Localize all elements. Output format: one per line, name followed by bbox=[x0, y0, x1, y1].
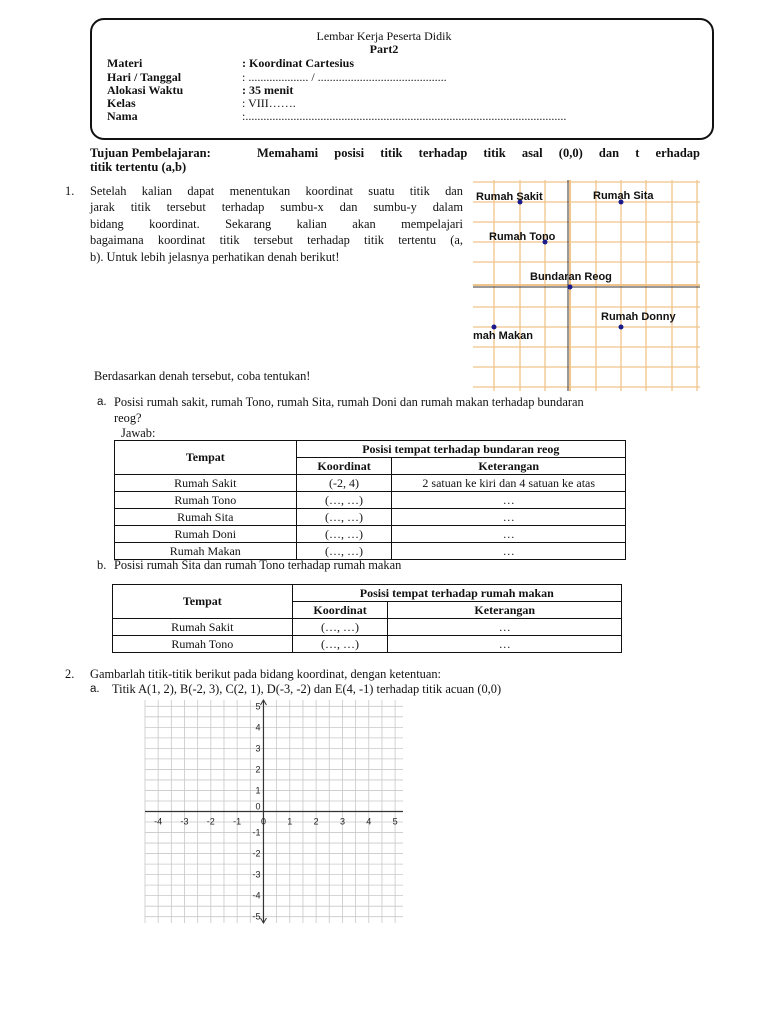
objective-label: Tujuan Pembelajaran: bbox=[90, 146, 211, 160]
q1-line: Setelah kalian dapat menentukan koordinat suatu titik dan bbox=[90, 184, 463, 198]
y-tick-label: 4 bbox=[255, 722, 261, 733]
header-value-name: :........................................................................................................... bbox=[242, 109, 567, 123]
cell-desc: … bbox=[392, 492, 626, 509]
q1a-text-2: reog? bbox=[114, 411, 142, 425]
objective-text: Memahami posisi titik terhadap titik asal (0,0) dan t erhadap bbox=[257, 146, 700, 160]
cell-place: Rumah Sakit bbox=[115, 475, 297, 492]
header-value-class: : VIII……. bbox=[242, 96, 296, 110]
cell-coord: (…, …) bbox=[292, 636, 388, 653]
x-tick-label: 0 bbox=[260, 816, 266, 827]
table-a-header-coord: Koordinat bbox=[296, 458, 392, 475]
jawab-label: Jawab: bbox=[121, 426, 156, 440]
map-label-rumah-makan: mah Makan bbox=[473, 330, 533, 342]
q1a-marker: a. bbox=[97, 396, 107, 408]
q1-line: jarak titik tersebut terhadap sumbu-x dan sumbu-y dalam bbox=[90, 200, 463, 215]
q1-number: 1. bbox=[65, 184, 75, 198]
header-label-class: Kelas bbox=[107, 96, 136, 110]
y-tick-label: -4 bbox=[252, 890, 261, 901]
header-label-materi: Materi bbox=[107, 56, 143, 70]
y-tick-label: -1 bbox=[252, 827, 261, 838]
x-tick-label: 3 bbox=[339, 816, 345, 827]
cell-place: Rumah Sita bbox=[115, 509, 297, 526]
table-row bbox=[115, 475, 626, 492]
y-tick-label: -5 bbox=[252, 911, 261, 922]
header-value-date: : .................... / ........................................... bbox=[242, 70, 447, 84]
y-tick-label: 0 bbox=[255, 801, 261, 812]
header-label-name: Nama bbox=[107, 109, 138, 123]
q1-paragraph bbox=[90, 183, 463, 265]
cell-place: Rumah Tono bbox=[113, 636, 293, 653]
table-position-vs-bundaran bbox=[114, 440, 626, 560]
y-tick-label: 3 bbox=[255, 743, 261, 754]
x-tick-label: 1 bbox=[287, 816, 293, 827]
cell-coord: (…, …) bbox=[296, 509, 392, 526]
cell-place: Rumah Tono bbox=[115, 492, 297, 509]
x-tick-label: -3 bbox=[180, 816, 189, 827]
cell-desc: … bbox=[388, 619, 622, 636]
q2-number: 2. bbox=[65, 667, 75, 681]
q1-line: bagaimana koordinat titik tersebut terhadap titik tertentu (a, bbox=[90, 233, 463, 248]
coordinate-plane-svg bbox=[143, 697, 405, 925]
header-label-date: Hari / Tanggal bbox=[107, 70, 182, 84]
table-a-header-place: Tempat bbox=[115, 441, 297, 475]
table-b-header-desc: Keterangan bbox=[388, 602, 622, 619]
x-tick-label: -2 bbox=[206, 816, 215, 827]
table-b-header-group: Posisi tempat terhadap rumah makan bbox=[292, 585, 621, 602]
q2a-marker: a. bbox=[90, 683, 100, 695]
map-label-rumah-donny: Rumah Donny bbox=[601, 311, 676, 323]
cell-desc: … bbox=[388, 636, 622, 653]
table-a-header-desc: Keterangan bbox=[392, 458, 626, 475]
cell-place: Rumah Makan bbox=[115, 543, 297, 560]
q1-line: b). Untuk lebih jelasnya perhatikan denah berikut! bbox=[90, 249, 340, 264]
table-row bbox=[113, 636, 622, 653]
header-label-time: Alokasi Waktu bbox=[107, 83, 184, 97]
cell-place: Rumah Sakit bbox=[113, 619, 293, 636]
cell-coord: (…, …) bbox=[292, 619, 388, 636]
map-label-bundaran: Bundaran Reog bbox=[530, 271, 612, 283]
cell-coord: (-2, 4) bbox=[296, 475, 392, 492]
table-b-header-coord: Koordinat bbox=[292, 602, 388, 619]
table-row bbox=[115, 509, 626, 526]
q2-text: Gambarlah titik-titik berikut pada bidang koordinat, dengan ketentuan: bbox=[90, 667, 441, 681]
x-tick-label: 4 bbox=[366, 816, 372, 827]
cell-desc: … bbox=[392, 543, 626, 560]
header-value-time: : 35 menit bbox=[242, 83, 294, 97]
q1b-marker: b. bbox=[97, 558, 107, 572]
worksheet-title: Lembar Kerja Peserta Didik bbox=[316, 29, 452, 43]
coordinate-plane bbox=[143, 697, 405, 925]
cell-coord: (…, …) bbox=[296, 543, 392, 560]
x-tick-label: -1 bbox=[233, 816, 242, 827]
cell-desc: … bbox=[392, 509, 626, 526]
map-label-rumah-sita: Rumah Sita bbox=[593, 190, 654, 202]
table-row bbox=[115, 526, 626, 543]
x-tick-label: 5 bbox=[392, 816, 398, 827]
cell-place: Rumah Doni bbox=[115, 526, 297, 543]
q1-prompt: Berdasarkan denah tersebut, coba tentukan! bbox=[94, 369, 311, 383]
objective-text-2: titik tertentu (a,b) bbox=[90, 160, 187, 174]
cell-desc: 2 satuan ke kiri dan 4 satuan ke atas bbox=[392, 475, 626, 492]
city-map-grid bbox=[473, 180, 700, 391]
city-map bbox=[473, 180, 700, 391]
table-position-vs-rumah-makan bbox=[112, 584, 622, 653]
cell-coord: (…, …) bbox=[296, 492, 392, 509]
cell-desc: … bbox=[392, 526, 626, 543]
table-row bbox=[113, 619, 622, 636]
y-tick-label: 5 bbox=[255, 701, 261, 712]
q2a-text: Titik A(1, 2), B(-2, 3), C(2, 1), D(-3, -2) dan E(4, -1) terhadap titik acuan (0,0) bbox=[112, 682, 502, 696]
worksheet-subtitle: Part2 bbox=[369, 42, 399, 56]
q1a-text: Posisi rumah sakit, rumah Tono, rumah Sita, rumah Doni dan rumah makan terhadap bundaran bbox=[114, 395, 584, 409]
map-label-rumah-sakit: Rumah Sakit bbox=[476, 191, 543, 203]
y-tick-label: -2 bbox=[252, 848, 261, 859]
q1-line: bidang koordinat. Sekarang kalian akan mempelajari bbox=[90, 216, 463, 231]
y-tick-label: 2 bbox=[255, 764, 261, 775]
q1b-text: Posisi rumah Sita dan rumah Tono terhadap rumah makan bbox=[114, 558, 402, 572]
header-value-materi: : Koordinat Cartesius bbox=[242, 56, 354, 70]
table-b-header-place: Tempat bbox=[113, 585, 293, 619]
x-tick-label: -4 bbox=[154, 816, 163, 827]
table-row bbox=[115, 492, 626, 509]
y-tick-label: -3 bbox=[252, 869, 261, 880]
x-tick-label: 2 bbox=[313, 816, 319, 827]
map-label-rumah-tono: Rumah Tono bbox=[489, 231, 556, 243]
cell-coord: (…, …) bbox=[296, 526, 392, 543]
y-tick-label: 1 bbox=[255, 785, 261, 796]
table-a-header-group: Posisi tempat terhadap bundaran reog bbox=[296, 441, 625, 458]
